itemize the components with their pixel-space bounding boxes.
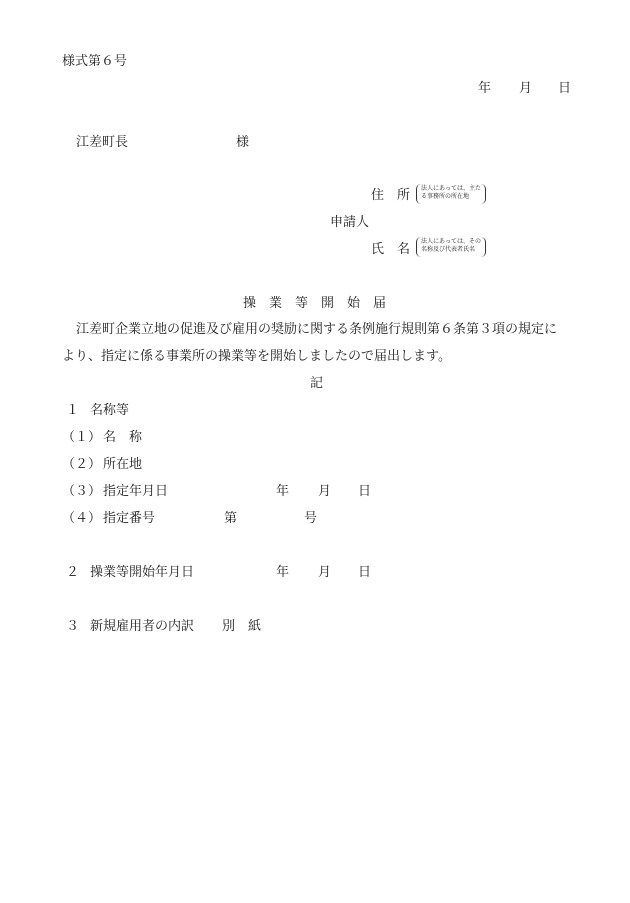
item3-label: 新規雇用者の内訳 (90, 619, 195, 634)
address-note-bracket (416, 184, 486, 204)
name-note-bracket (416, 237, 486, 257)
sub3-number: （３） (62, 484, 102, 499)
sub4-dai: 第 (224, 511, 238, 526)
applicant-label: 申請人 (330, 215, 370, 230)
body-line-2: より、指定に係る事業所の操業等を開始しましたので届出します。 (62, 349, 451, 364)
item2-label: 操業等開始年月日 (90, 565, 195, 580)
date-day-label: 日 (558, 81, 572, 96)
item1-number: １ (66, 403, 80, 418)
sub3-label: 指定年月日 (103, 484, 169, 499)
address-note-line2: る事務所の所在地 (421, 193, 470, 200)
name-note-line2: 名称及び代表者氏名 (421, 246, 476, 253)
sub4-go: 号 (304, 511, 318, 526)
sub2-number: （２） (62, 457, 102, 472)
sub1-number: （１） (62, 430, 102, 445)
item2-year: 年 (276, 565, 290, 580)
body-line-1: 江差町企業立地の促進及び雇用の奨励に関する条例施行規則第６条第３項の規定に (76, 322, 558, 337)
sub3-day: 日 (358, 484, 372, 499)
addressee-name: 江差町長 (76, 135, 129, 150)
date-year-label: 年 (478, 81, 492, 96)
sub3-month: 月 (318, 484, 332, 499)
addressee-honorific: 様 (236, 135, 250, 150)
name-note-line1: 法人にあっては、その (421, 238, 481, 245)
sub1-label: 名 称 (103, 430, 143, 445)
sub4-number: （４） (62, 511, 102, 526)
sub4-label: 指定番号 (103, 511, 156, 526)
address-note-line1: 法人にあっては、主た (421, 185, 481, 192)
sub2-label: 所在地 (103, 457, 143, 472)
item3-number: ３ (66, 619, 80, 634)
item2-day: 日 (358, 565, 372, 580)
document-title: 操 業 等 開 始 届 (243, 296, 387, 311)
form-number: 様式第６号 (62, 54, 128, 69)
sub3-year: 年 (276, 484, 290, 499)
ki-marker: 記 (310, 376, 324, 391)
item3-value: 別 紙 (222, 619, 262, 634)
address-label: 住 所 (371, 188, 411, 203)
item2-month: 月 (318, 565, 332, 580)
name-label: 氏 名 (371, 242, 411, 257)
item1-label: 名称等 (90, 403, 130, 418)
date-month-label: 月 (519, 81, 533, 96)
item2-number: ２ (66, 565, 80, 580)
